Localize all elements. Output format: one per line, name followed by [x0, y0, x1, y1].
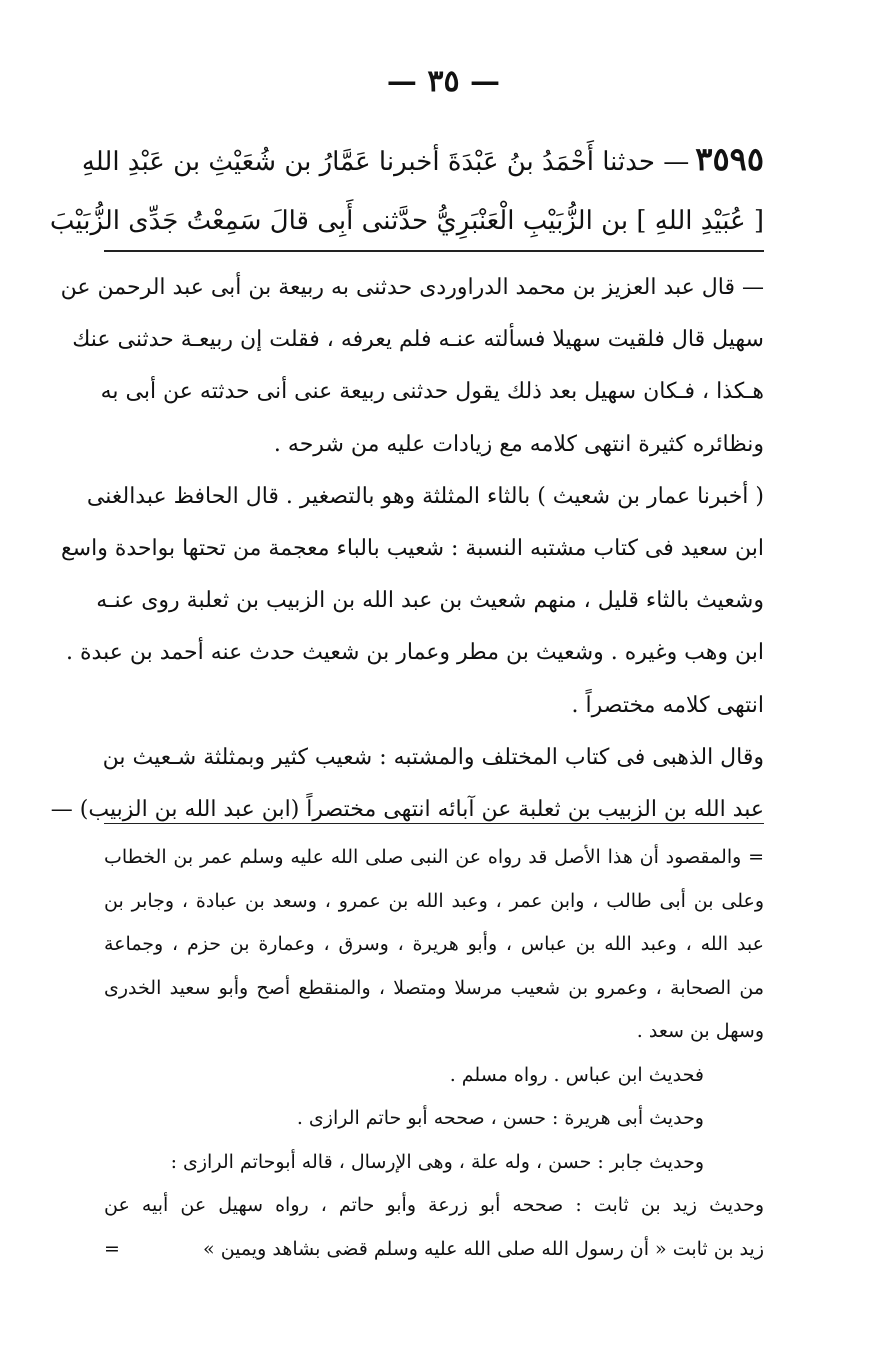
footnote-line: فحديث ابن عباس . رواه مسلم . [449, 1063, 704, 1086]
commentary-line: ابن سعيد فى كتاب مشتبه النسبة : شعيب بالباء معجمة من تحتها بواحدة واسع [60, 535, 764, 561]
hadith-line: [ عُبَيْدِ اللهِ ] بن الزُّبَيْبِ الْعَنْبَرِيُّ حدَّثنى أَبِى قالَ سَمِعْتُ جَدِّى الزُّبَيْبَ [49, 206, 764, 236]
footnote-line: عبد الله ، وعبد الله بن عباس ، وأبو هريرة ، وسرق ، وعمارة بن حزم ، وجماعة [104, 933, 764, 955]
hadith-line-text: — حدثنا أَحْمَدُ بنُ عَبْدَةَ أخبرنا عَمَّارُ بن شُعَيْثِ بن عَبْدِ اللهِ [81, 147, 690, 177]
commentary-line: عبد الله بن الزبيب بن ثعلبة عن آبائه انتهى مختصراً (ابن عبد الله بن الزبيب) — [50, 796, 764, 822]
commentary-line: ابن وهب وغيره . وشعيث بن مطر وعمار بن شعيث حدث عنه أحمد بن عبدة . [66, 640, 764, 666]
hadith-line [81, 128, 764, 190]
footnote-line: وحديث زيد بن ثابت : صححه أبو زرعة وأبو حاتم ، رواه سهيل عن أبيه عن [104, 1194, 764, 1216]
commentary-line: ونظائره كثيرة انتهى كلامه مع زيادات عليه من شرحه . [273, 431, 764, 457]
hadith-text [49, 128, 764, 252]
footnote-line [104, 1228, 764, 1272]
commentary-line: وشعيث بالثاء قليل ، منهم شعيث بن عبد الله بن الزبيب بن ثعلبة روى عنـه [96, 588, 764, 614]
page-number: — ٣٥ — [386, 64, 501, 99]
footnote-text [104, 836, 764, 1271]
footnote-line: وحديث أبى هريرة : حسن ، صححه أبو حاتم الرازى . [296, 1107, 704, 1129]
footnote-line: من الصحابة ، وعمرو بن شعيب مرسلا ومتصلا ، والمنقطع أصح وأبو سعيد الخدرى [104, 976, 764, 999]
commentary-line: هـكذا ، فـكان سهيل بعد ذلك يقول حدثنى ربيعة عنى أنى حدثته عن أبى به [100, 379, 764, 405]
commentary-line: انتهى كلامه مختصراً . [571, 692, 764, 718]
hadith-number: ٣٥٩٥ [695, 140, 764, 178]
commentary-line: وقال الذهبى فى كتاب المختلف والمشتبه : شعيب كثير وبمثلثة شـعيث بن [102, 744, 764, 770]
commentary-line: سهيل قال فلقيت سهيلا فسألته عنـه فلم يعرفه ، فقلت إن ربيعـة حدثنى عنك [72, 327, 764, 353]
commentary-line: — قال عبد العزيز بن محمد الدراوردى حدثنى به ربيعة بن أبى عبد الرحمن عن [60, 275, 764, 300]
footnote-line: وحديث جابر : حسن ، وله علة ، وهى الإرسال ، قاله أبوحاتم الرازى : [170, 1150, 704, 1173]
continuation-mark: = [104, 1237, 120, 1260]
footnote-line: وسهل بن سعد . [636, 1020, 764, 1042]
main-divider [104, 250, 764, 252]
footnote-line: وعلى بن أبى طالب ، وابن عمر ، وعبد الله بن عمرو ، وسعد بن عبادة ، وجابر بن [104, 889, 764, 912]
footnote-line-text: زيد بن ثابت « أن رسول الله صلى الله عليه وسلم قضى بشاهد ويمين » [203, 1237, 764, 1260]
commentary-line: ( أخبرنا عمار بن شعيث ) بالثاء المثلثة وهو بالتصغير . قال الحافظ عبدالغنى [86, 483, 764, 509]
footnote-line: = والمقصود أن هذا الأصل قد رواه عن النبى صلى الله عليه وسلم عمر بن الخطاب [104, 846, 764, 868]
footnote-divider [104, 823, 764, 824]
commentary-text [50, 262, 764, 836]
